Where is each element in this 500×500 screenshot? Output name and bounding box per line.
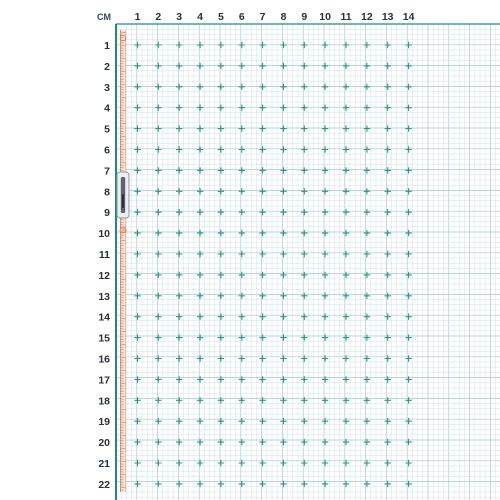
left-ruler-label: 6 [104, 144, 110, 157]
top-ruler-label: 10 [319, 11, 331, 23]
unit-label: CM [97, 12, 111, 22]
left-ruler-label: 13 [98, 290, 110, 303]
left-ruler-label: 22 [98, 478, 110, 491]
top-ruler-label: 12 [361, 11, 373, 23]
left-ruler-label: 7 [104, 165, 110, 178]
left-ruler-label: 1 [104, 40, 110, 52]
left-ruler-label: 19 [98, 416, 110, 429]
tape-clip-slot [122, 194, 124, 208]
left-ruler-label: 21 [98, 458, 110, 470]
top-ruler-label: 13 [381, 11, 394, 23]
left-ruler-label: 16 [98, 353, 110, 366]
left-ruler-label: 5 [104, 123, 110, 136]
left-ruler-label: 14 [98, 311, 110, 324]
left-ruler-label: 11 [98, 249, 110, 261]
left-ruler-label: 9 [104, 207, 110, 220]
left-ruler-label: 20 [98, 437, 110, 450]
top-ruler-label: 7 [259, 11, 266, 23]
left-ruler-label: 12 [98, 269, 110, 282]
left-ruler-label: 8 [104, 186, 110, 199]
left-ruler-label: 15 [98, 332, 110, 345]
left-ruler-label: 3 [104, 81, 110, 94]
tape-knot [120, 227, 126, 233]
top-ruler-label: 14 [402, 11, 415, 23]
top-ruler-label: 9 [301, 11, 308, 23]
top-ruler-label: 8 [280, 11, 287, 23]
top-ruler-label: 3 [176, 11, 183, 23]
top-ruler-label: 4 [197, 11, 204, 23]
left-ruler-label: 2 [104, 60, 110, 73]
top-ruler-label: 6 [238, 11, 245, 23]
top-ruler-label: 2 [155, 11, 162, 23]
left-ruler-label: 18 [98, 395, 110, 408]
left-ruler-label: 10 [98, 228, 110, 241]
top-ruler-label: 11 [340, 11, 352, 23]
left-ruler-label: 17 [98, 374, 110, 387]
left-ruler-label: 4 [104, 102, 110, 115]
top-ruler-label: 5 [217, 11, 224, 23]
top-ruler-label: 1 [134, 11, 141, 23]
